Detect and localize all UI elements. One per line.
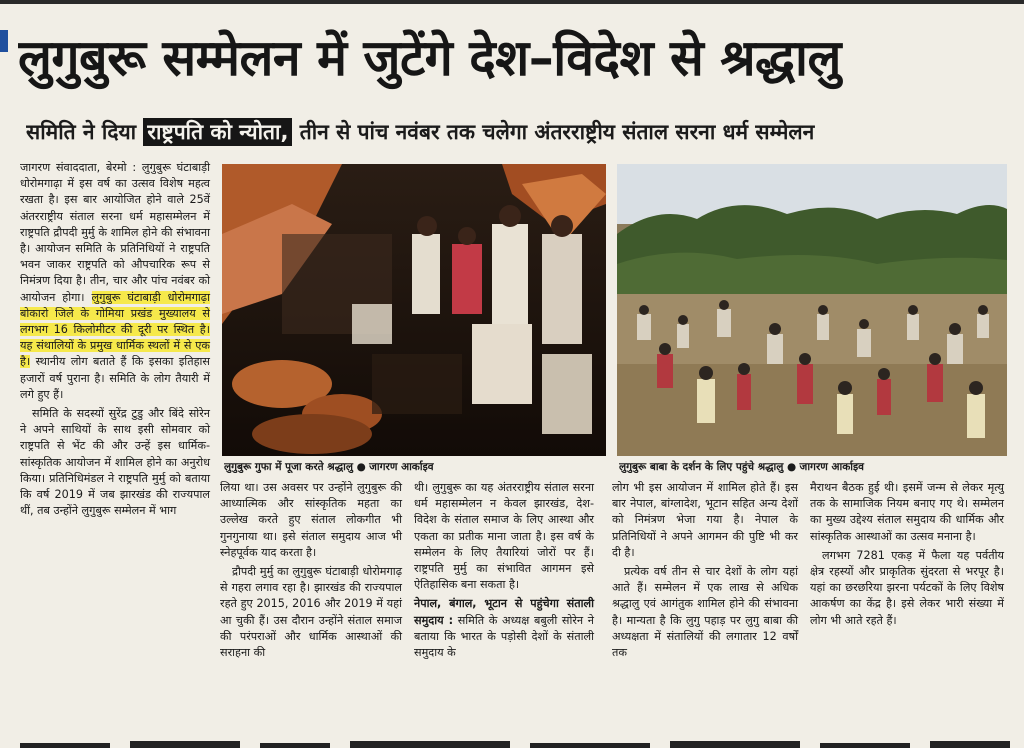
top-rule: [0, 0, 1024, 4]
col3-paragraph-2: [414, 596, 594, 661]
col2-paragraph-1: लिया था। उस अवसर पर उन्होंने लुगुबुरू की आध्यात्मिक और सांस्कृतिक महता का उल्लेख करते हुए संताल लोकगीत भी गुनगुनाया था। इसे संताल समुदाय आज भी स्नेहपूर्वक याद करता है।: [220, 481, 402, 559]
article-column-5: [810, 480, 1004, 730]
col3-paragraph-1: थी। लुगुबुरू का यह अंतरराष्ट्रीय संताल सरना धर्म महासम्मेलन न केवल झारखंड, देश-विदेश के संताल समाज के लिए आस्था और एकता का प्रतीक माना जाता है। इस वर्ष के सम्मेलन के लिए तैयारियां जोरों पर हैं। राष्ट्रपति मुर्मु का संभावित आगमन इसे ऐतिहासिक बना सकता है।: [414, 481, 594, 592]
col3-text: समिति के अध्यक्ष बबुली सोरेन ने बताया कि भारत के पड़ोसी देशों के संताली समुदाय के: [414, 613, 594, 660]
bottom-cropped-headline: [0, 734, 1024, 748]
section-marker: [0, 30, 8, 52]
subheadline-pre: समिति ने दिया: [26, 120, 144, 144]
headline: लुगुबुरू सम्मेलन में जुटेंगे देश–विदेश से श्रद्धालु: [18, 29, 841, 87]
pilgrims-image: [617, 164, 1007, 456]
article-column-2: [220, 480, 402, 730]
caption-1-text: लुगुबुरू गुफा में पूजा करते श्रद्धालु: [224, 461, 353, 473]
col4-paragraph-2: प्रत्येक वर्ष तीन से चार देशों के लोग यहां आते हैं। सम्मेलन में एक लाख से अधिक श्रद्धालु एवं आगंतुक शामिल होने की संभावना है। मान्यता है कि लुगु पहाड़ पर लुगु बाबा की अध्यक्षता में संतालियों की लगातार 12 वर्षों तक: [612, 565, 798, 660]
col5-paragraph-2: लगभग 7281 एकड़ में फैला यह पर्वतीय क्षेत्र रहस्यों और प्राकृतिक सुंदरता से भरपूर है। यहां का छरछरिया झरना पर्यटकों के लिए विशेष आकर्षण का केंद्र है। इसे लेकर भारी संख्या में लोग भी आते रहते हैं।: [810, 548, 1004, 627]
photo-cave-worship: [222, 164, 606, 456]
col1-paragraph-1: [20, 160, 210, 403]
col1-text-a: जागरण संवाददाता, बेरमो : लुगुबुरू घंटाबाड़ी धोरोमगाढ़ा में इस वर्ष का उत्सव विशेष महत्व रखता है। इस बार आयोजित होने वाले 25वें अंतरराष्ट्रीय संताल सरना धर्म महासम्मेलन में राष्ट्रपति द्रौपदी मुर्मु के शामिल होने की संभावना है। आयोजन समिति के प्रतिनिधियों ने राष्ट्रपति भवन जाकर राष्ट्रपति को औपचारिक रूप से निमंत्रण दिया है। तीन, चार और पांच नवंबर को आयोजन होगा।: [20, 161, 210, 304]
col3-subhead: नेपाल, बंगाल, भूटान से पहुंचेगा संताली समुदाय :: [414, 597, 594, 627]
col5-paragraph-1: मैराथन बैठक हुई थी। इसमें जन्म से लेकर मृत्यु तक के सामाजिक नियम बनाए गए थे। सम्मेलन का मुख्य उद्देश्य संताल समुदाय की धार्मिक और सांस्कृतिक आस्थाओं का उत्सव मनाना है।: [810, 481, 1004, 543]
col1-text-b: स्थानीय लोग बताते हैं कि इसका इतिहास हजारों वर्ष पुराना है। समिति के लोग तैयारी में लगे हुए हैं।: [20, 355, 210, 401]
caption-2-credit: जागरण आर्काइव: [799, 461, 865, 473]
article-column-3: [414, 480, 594, 730]
cave-worship-image: [222, 164, 606, 456]
subheadline: [26, 114, 1006, 150]
caption-1-credit: जागरण आर्काइव: [369, 461, 434, 473]
caption-2-bullet: ●: [787, 461, 800, 473]
caption-2-text: लुगुबुरू बाबा के दर्शन के लिए पहुंचे श्रद्धालु: [619, 461, 784, 473]
cropped-text-strip: [0, 735, 1024, 748]
caption-1-bullet: ●: [356, 461, 370, 473]
article-column-1: [20, 160, 210, 730]
col1-highlight: लुगुबुरू घंटाबाड़ी धोरोमगाढ़ा बोकारो जिले के गोमिया प्रखंड मुख्यालय से लगभग 16 किलोमीटर की दूरी पर स्थित है। यह संथालियों के प्रमुख धार्मिक स्थलों में से एक है।: [20, 290, 211, 369]
subheadline-inverted: राष्ट्रपति को न्योता,: [143, 118, 292, 146]
photo-pilgrims: [617, 164, 1007, 456]
photo-caption-1: [224, 460, 604, 474]
col2-paragraph-2: द्रौपदी मुर्मु का लुगुबुरू घंटाबाड़ी धोरोमगाढ़ से गहरा लगाव रहा है। झारखंड की राज्यपाल रहते हुए 2015, 2016 और 2019 में यहां आ चुकी हैं। उस दौरान उन्होंने संताल समाज की परंपराओं और धार्मिक आस्थाओं की सराहना की: [220, 565, 402, 660]
photo-caption-2: [619, 460, 1005, 474]
article-column-4: [612, 480, 798, 730]
subheadline-post: तीन से पांच नवंबर तक चलेगा अंतरराष्ट्रीय संताल सरना धर्म सम्मेलन: [292, 120, 815, 144]
col1-paragraph-2: समिति के सदस्यों सुरेंद्र टुडु और बिंदे सोरेन ने अपने साथियों के साथ इसी सोमवार को राष्ट्रपति से भेंट की और उन्हें इस धार्मिक-सांस्कृतिक आयोजन में शामिल होने का अनुरोध किया। प्रतिनिधिमंडल ने राष्ट्रपति मुर्मु को बताया कि वर्ष 2019 में जब झारखंड की राज्यपाल थीं, तब उन्होंने लुगुबुरू सम्मेलन में भाग: [20, 407, 210, 518]
col4-paragraph-1: लोग भी इस आयोजन में शामिल होते हैं। इस बार नेपाल, बांग्लादेश, भूटान सहित अन्य देशों को निमंत्रण भेजा गया है। नेपाल के प्रतिनिधियों ने अपने आगमन की पुष्टि भी कर दी है।: [612, 481, 798, 559]
